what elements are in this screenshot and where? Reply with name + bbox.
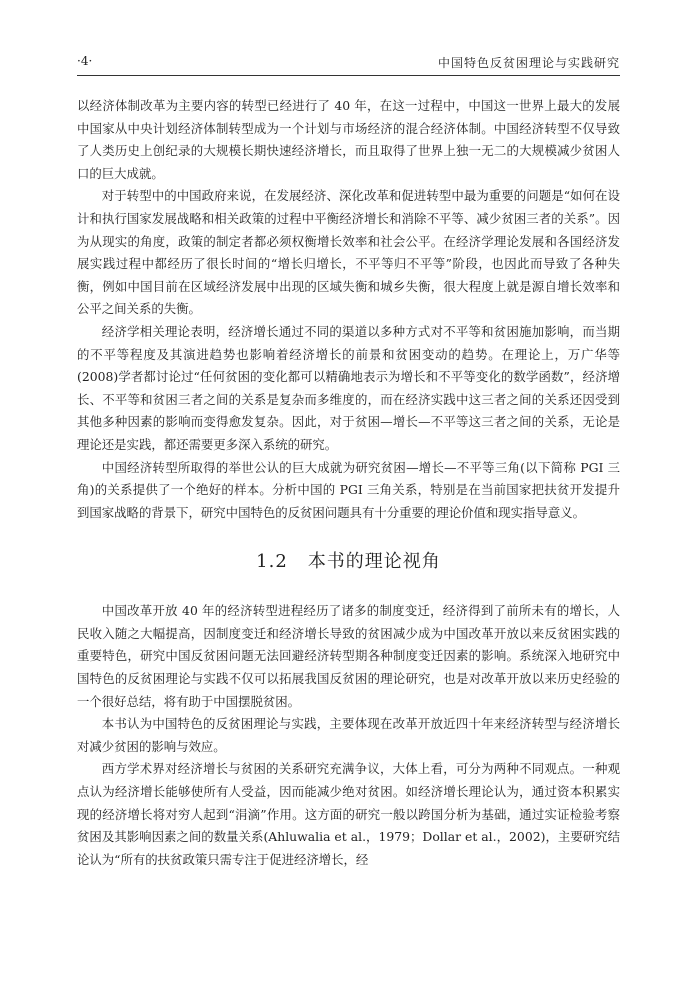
paragraph: 对于转型中的中国政府来说，在发展经济、深化改革和促进转型中最为重要的问题是“如何在设计和执行国家发展战略和相关政策的过程中平衡经济增长和消除不平等、减少贫困三者的关系”。因为从现实的角度，政策的制定者都必须权衡增长效率和社会公平。在经济学理论发展和各国经济发展实践过程中都经历了很长时间的“增长归增长，不平等归不平等”阶段，也因此而导致了各种失衡，例如中国目前在区域经济发展中出现的区域失衡和城乡失衡，很大程度上就是源自增长效率和公平之间关系的失衡。 — [77, 188, 620, 317]
page-header — [77, 52, 620, 72]
paragraph: 西方学术界对经济增长与贫困的关系研究充满争议，大体上看，可分为两种不同观点。一种观点认为经济增长能够使所有人受益，因而能减少绝对贫困。如经济增长理论认为，通过资本积累实现的经济增长将对穷人起到“涓滴”作用。这方面的研究一般以跨国分析为基础，通过实证检验考察贫困及其影响因素之间的数量关系(Ahluwalia et al.，1979；Dollar et al.，2002)，主要研究结论认为“所有的扶贫政策只需专注于促进经济增长，经 — [77, 761, 620, 867]
section-title: 本书的理论视角 — [307, 551, 441, 573]
running-title: 中国特色反贫困理论与实践研究 — [437, 56, 620, 70]
paragraph: 以经济体制改革为主要内容的转型已经进行了 40 年，在这一过程中，中国这一世界上最大的发展中国家从中央计划经济体制转型成为一个计划与市场经济的混合经济体制。中国经济转型不仅导致了人类历史上创纪录的大规模长期快速经济增长，而且取得了世界上独一无二的大规模减少贫困人口的巨大成就。 — [77, 98, 620, 181]
paragraph: 中国改革开放 40 年的经济转型进程经历了诸多的制度变迁，经济得到了前所未有的增长，人民收入随之大幅提高，因制度变迁和经济增长导致的贫困减少成为中国改革开放以来反贫困实践的重要特色，研究中国反贫困问题无法回避经济转型期各种制度变迁因素的影响。系统深入地研究中国特色的反贫困理论与实践不仅可以拓展我国反贫困的理论研究，也是对改革开放以来历史经验的一个很好总结，将有助于中国摆脱贫困。 — [77, 603, 620, 709]
paragraph: 经济学相关理论表明，经济增长通过不同的渠道以多种方式对不平等和贫困施加影响，而当期的不平等程度及其演进趋势也影响着经济增长的前景和贫困变动的趋势。在理论上，万广华等(2008)学者都讨论过“任何贫困的变化都可以精确地表示为增长和不平等变化的数学函数”，经济增长、不平等和贫困三者之间的关系是复杂而多维度的，而在经济实践中这三者之间的关系还因受到其他多种因素的影响而变得愈发复杂。因此，对于贫困—增长—不平等这三者之间的关系，无论是理论还是实践，都还需要更多深入系统的研究。 — [77, 323, 620, 452]
section-heading — [77, 547, 620, 573]
page-body — [77, 95, 620, 871]
page-number: ·4· — [77, 54, 93, 68]
paragraph: 本书认为中国特色的反贫困理论与实践，主要体现在改革开放近四十年来经济转型与经济增长对减少贫困的影响与效应。 — [77, 716, 620, 754]
section-number: 1.2 — [256, 551, 288, 573]
header-rule — [77, 75, 620, 76]
paragraph: 中国经济转型所取得的举世公认的巨大成就为研究贫困—增长—不平等三角(以下简称 PGI 三角)的关系提供了一个绝好的样本。分析中国的 PGI 三角关系，特别是在当前国家把扶贫开发提升到国家战略的背景下，研究中国特色的反贫困问题具有十分重要的理论价值和现实指导意义。 — [77, 459, 620, 520]
